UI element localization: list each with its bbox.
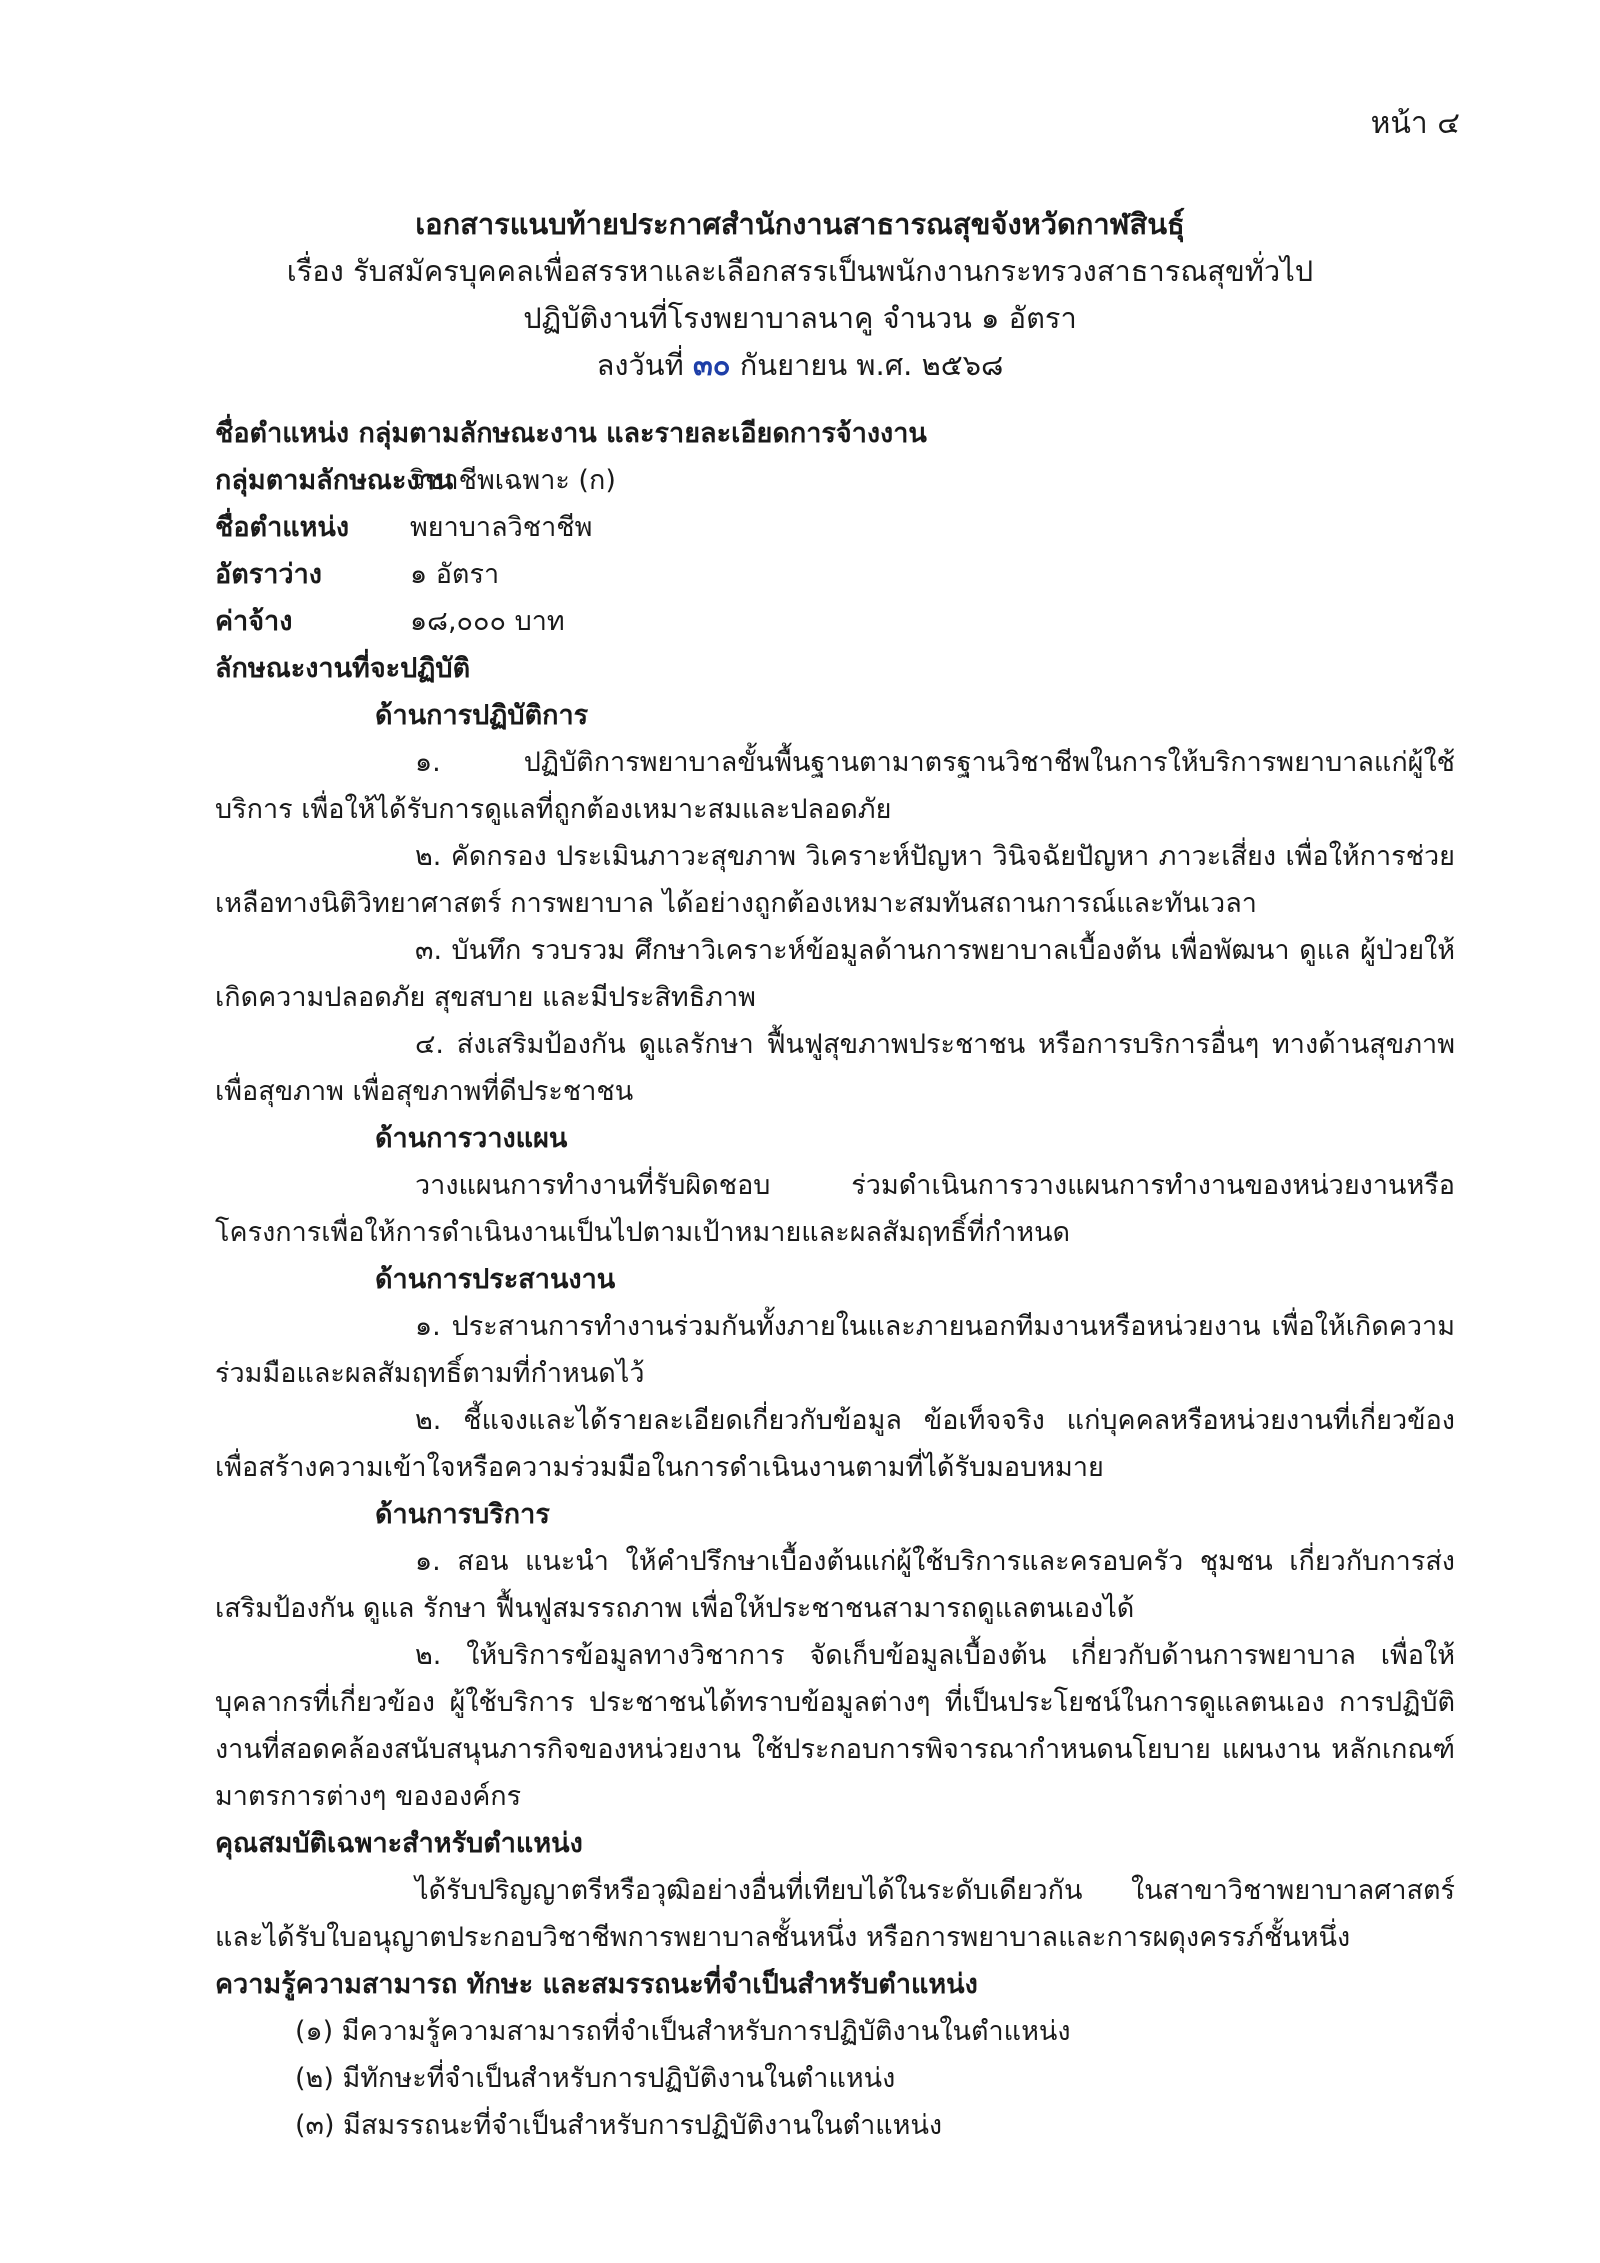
document-location: ปฏิบัติงานที่โรงพยาบาลนาคู จำนวน ๑ อัตรา [523,301,1077,335]
service-heading: ด้านการบริการ [375,1499,550,1530]
position-name-label: ชื่อตำแหน่ง [215,512,350,543]
vacancy-value: ๑ อัตรา [410,559,500,590]
practice-item: ๑. ปฏิบัติการพยาบาลขั้นพื้นฐานตามาตรฐานวิชาชีพในการให้บริการพยาบาลแก่ผู้ใช้บริการ เพื่อให้ได้รับการดูแลที่ถูกต้องเหมาะสมและปลอดภัย [215,747,1455,825]
position-group-row [215,457,1455,504]
coordination-item: ๒. ชี้แจงและได้รายละเอียดเกี่ยวกับข้อมูล ข้อเท็จจริง แก่บุคคลหรือหน่วยงานที่เกี่ยวข้องเพื่อสร้างความเข้าใจหรือความร่วมมือในการดำเนินงานตามที่ได้รับมอบหมาย [215,1405,1455,1483]
qualifications-title: คุณสมบัติเฉพาะสำหรับตำแหน่ง [215,1828,583,1859]
practice-heading: ด้านการปฏิบัติการ [375,700,589,731]
competency-item: (๑) มีความรู้ความสามารถที่จำเป็นสำหรับการปฏิบัติงานในตำแหน่ง [295,2016,1071,2047]
practice-item: ๒. คัดกรอง ประเมินภาวะสุขภาพ วิเคราะห์ปัญหา วินิจฉัยปัญหา ภาวะเสี่ยง เพื่อให้การช่วยเหลือทางนิติวิทยาศาสตร์ การพยาบาล ได้อย่างถูกต้องเหมาะสมทันสถานการณ์และทันเวลา [215,841,1455,919]
planning-heading: ด้านการวางแผน [375,1123,568,1154]
vacancy-label: อัตราว่าง [215,559,322,590]
date-prefix: ลงวันที่ [596,348,693,382]
document-body [215,410,1455,2149]
practice-item: ๓. บันทึก รวบรวม ศึกษาวิเคราะห์ข้อมูลด้านการพยาบาลเบื้องต้น เพื่อพัฒนา ดูแล ผู้ป่วยให้เกิดความปลอดภัย สุขสบาย และมีประสิทธิภาพ [215,935,1455,1013]
competency-item: (๒) มีทักษะที่จำเป็นสำหรับการปฏิบัติงานในตำแหน่ง [295,2063,896,2094]
position-group-value: วิชาชีพเฉพาะ (ก) [410,465,616,496]
competencies-title: ความรู้ความสามารถ ทักษะ และสมรรถนะที่จำเป็นสำหรับตำแหน่ง [215,1969,978,2000]
wage-label: ค่าจ้าง [215,606,293,637]
wage-row [215,598,1455,645]
coordination-heading: ด้านการประสานงาน [375,1264,616,1295]
position-section-title: ชื่อตำแหน่ง กลุ่มตามลักษณะงาน และรายละเอียดการจ้างงาน [215,418,927,449]
practice-item: ๔. ส่งเสริมป้องกัน ดูแลรักษา ฟื้นฟูสุขภาพประชาชน หรือการบริการอื่นๆ ทางด้านสุขภาพเพื่อสุขภาพ เพื่อสุขภาพที่ดีประชาชน [215,1029,1455,1107]
date-suffix: กันยายน พ.ศ. ๒๕๖๘ [730,348,1004,382]
page-number: หน้า ๔ [1370,106,1460,141]
date-day: ๓๐ [692,348,731,382]
document-date [0,348,1600,382]
document-subject: เรื่อง รับสมัครบุคคลเพื่อสรรหาและเลือกสรรเป็นพนักงานกระทรวงสาธารณสุขทั่วไป [286,254,1314,288]
qualifications-text: ได้รับปริญญาตรีหรือวุฒิอย่างอื่นที่เทียบได้ในระดับเดียวกัน ในสาขาวิชาพยาบาลศาสตร์และได้รับใบอนุญาตประกอบวิชาชีพการพยาบาลชั้นหนึ่ง หรือการพยาบาลและการผดุงครรภ์ชั้นหนึ่ง [215,1875,1455,1953]
service-item: ๒. ให้บริการข้อมูลทางวิชาการ จัดเก็บข้อมูลเบื้องต้น เกี่ยวกับด้านการพยาบาล เพื่อให้บุคลากรที่เกี่ยวข้อง ผู้ใช้บริการ ประชาชนได้ทราบข้อมูลต่างๆ ที่เป็นประโยชน์ในการดูแลตนเอง การปฏิบัติงานที่สอดคล้องสนับสนุนภารกิจของหน่วยงาน ใช้ประกอบการพิจารณากำหนดนโยบาย แผนงาน หลักเกณฑ์มาตรการต่างๆ ขององค์กร [215,1640,1455,1812]
document-title: เอกสารแนบท้ายประกาศสำนักงานสาธารณสุขจังหวัดกาฬสินธุ์ [415,207,1185,241]
competency-item: (๓) มีสมรรถนะที่จำเป็นสำหรับการปฏิบัติงานในตำแหน่ง [295,2110,943,2141]
wage-value: ๑๘,๐๐๐ บาท [410,606,565,637]
service-item: ๑. สอน แนะนำ ให้คำปรึกษาเบื้องต้นแก่ผู้ใช้บริการและครอบครัว ชุมชน เกี่ยวกับการส่งเสริมป้องกัน ดูแล รักษา ฟื้นฟูสมรรถภาพ เพื่อให้ประชาชนสามารถดูแลตนเองได้ [215,1546,1455,1624]
position-name-row [215,504,1455,551]
coordination-item: ๑. ประสานการทำงานร่วมกันทั้งภายในและภายนอกทีมงานหรือหน่วยงาน เพื่อให้เกิดความร่วมมือและผลสัมฤทธิ์ตามที่กำหนดไว้ [215,1311,1455,1389]
planning-item: วางแผนการทำงานที่รับผิดชอบ ร่วมดำเนินการวางแผนการทำงานของหน่วยงานหรือโครงการเพื่อให้การดำเนินงานเป็นไปตามเป้าหมายและผลสัมฤทธิ์ที่กำหนด [215,1170,1455,1248]
duties-title: ลักษณะงานที่จะปฏิบัติ [215,653,471,684]
vacancy-row [215,551,1455,598]
position-group-label: กลุ่มตามลักษณะงาน [215,465,454,496]
position-name-value: พยาบาลวิชาชีพ [410,512,593,543]
